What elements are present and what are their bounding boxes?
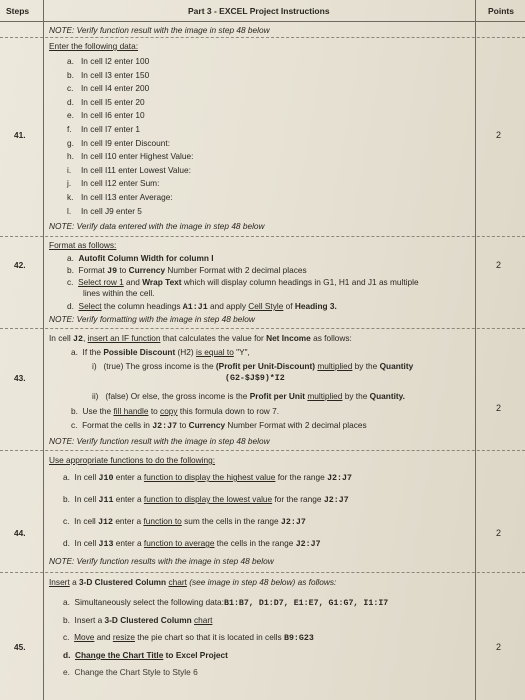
item-i (92, 361, 413, 371)
item-c-cont: lines within the cell. (83, 288, 155, 298)
t: (false) Or else, the gross income is the (105, 391, 250, 401)
marker: a. (67, 253, 74, 263)
t: for the range (272, 494, 324, 504)
step-points: 2 (496, 260, 502, 270)
step-points: 2 (496, 528, 502, 538)
marker: b. (71, 406, 78, 416)
item-text: In cell I12 enter Sum: (81, 178, 160, 189)
marker: b. (63, 615, 70, 625)
item-text: In cell I9 enter Discount: (81, 137, 171, 148)
t: In cell (74, 538, 99, 548)
step-note: NOTE: Verify data entered with the image in step 48 below (49, 221, 265, 231)
formula: (G2-$J$9)*I2 (225, 374, 285, 383)
marker: e. (63, 667, 70, 677)
t: to (163, 650, 176, 660)
t: Select row 1 (78, 277, 124, 287)
t: Use the (82, 406, 114, 416)
item-c (71, 420, 367, 432)
item-text: In cell I5 enter 20 (81, 96, 145, 107)
t: (Profit per Unit-Discount) (215, 361, 315, 371)
data-entry-item (67, 56, 149, 66)
marker: i) (92, 361, 97, 371)
t: enter a (113, 516, 144, 526)
t: and apply (207, 301, 249, 311)
t: function to average (143, 538, 215, 548)
step-points: 2 (496, 130, 502, 140)
item-d (63, 650, 228, 660)
item-d (67, 301, 337, 313)
cell-ref: J11 (98, 496, 114, 505)
range-refs: B1:B7, D1:D7, E1:E7, G1:G7, I1:I7 (223, 599, 389, 608)
t: Quantity (379, 361, 414, 371)
row-divider (0, 450, 525, 451)
format-name: Currency (128, 265, 166, 275)
t: If the (82, 347, 104, 357)
t: In cell (49, 333, 73, 343)
table-header (0, 0, 525, 22)
t: (true) The gross income is the (103, 361, 216, 371)
step-points: 2 (496, 642, 502, 652)
marker: c. (63, 632, 70, 642)
item-d (63, 538, 321, 550)
marker: d. (63, 538, 70, 548)
marker: c. (67, 83, 74, 94)
step-number: 42. (14, 260, 26, 270)
marker: c. (67, 277, 74, 287)
marker: d. (63, 650, 71, 660)
t: copy (160, 406, 178, 416)
cell-ref: J10 (98, 474, 114, 483)
item-text: In cell I4 enter 200 (81, 83, 150, 94)
t: Net Income (266, 333, 311, 343)
item-text: In cell J9 enter 5 (81, 205, 142, 216)
t: that calculates the value for (160, 333, 267, 343)
step-note: NOTE: Verify function result with the image in step 48 below (49, 436, 270, 446)
marker: a. (63, 597, 70, 607)
item-text: In cell I3 enter 150 (81, 69, 150, 80)
range-ref: J2:J7 (327, 474, 352, 483)
t: function to (143, 516, 182, 526)
t: (see image in step 48 below) as follows: (186, 577, 337, 587)
t: and (123, 277, 143, 287)
marker: c. (63, 516, 70, 526)
marker: a. (71, 347, 78, 357)
row-divider (0, 236, 525, 237)
range-ref: J2:J7 (295, 540, 321, 549)
t: by the (342, 391, 370, 401)
t: function to display the highest value (143, 472, 276, 482)
t: Excel Project (175, 650, 228, 660)
cell-ref: J2 (72, 335, 83, 344)
note-top: NOTE: Verify function result with the image in step 48 below (49, 25, 270, 35)
data-entry-item (67, 138, 170, 148)
intro-text: Use appropriate functions to do the following: (49, 455, 216, 465)
row-divider (0, 37, 525, 38)
t: by the (352, 361, 380, 371)
marker: b. (67, 265, 74, 275)
step-intro (49, 455, 215, 465)
range-ref: A1:J1 (182, 303, 208, 312)
step-number: 44. (14, 528, 26, 538)
item-a (63, 597, 388, 609)
item-text: In cell I2 enter 100 (81, 56, 150, 66)
cell-ref: J9 (107, 267, 118, 276)
t: "Y", (233, 347, 250, 357)
marker: g. (67, 137, 74, 148)
marker: e. (67, 110, 74, 121)
t: Change the Chart Title (75, 650, 164, 660)
range-ref: B9:G23 (283, 634, 314, 643)
item-text: In cell I10 enter Highest Value: (81, 151, 194, 162)
data-entry-item (67, 83, 149, 93)
t: multiplied (307, 391, 343, 401)
t: enter a (113, 538, 144, 548)
t: In cell (74, 516, 99, 526)
marker: c. (71, 420, 78, 430)
step-number: 43. (14, 373, 26, 383)
marker: j. (67, 178, 72, 189)
t: Select (78, 301, 102, 311)
feature-name: Wrap Text (142, 277, 182, 287)
marker: b. (63, 494, 70, 504)
step-intro (49, 333, 352, 345)
row-divider (0, 328, 525, 329)
t: for the range (275, 472, 328, 482)
t: to (148, 406, 161, 416)
t: Number Format with 2 decimal places (165, 265, 307, 275)
marker: f. (67, 124, 72, 134)
t: Format the cells in (82, 420, 153, 430)
item-e (63, 667, 198, 677)
item-b (71, 406, 279, 416)
item-ii (92, 391, 405, 401)
t: as follows: (310, 333, 352, 343)
item-c (67, 277, 419, 287)
t: the column headings (101, 301, 183, 311)
points-column-divider (475, 0, 476, 700)
item-a (63, 472, 352, 484)
t: the cells in the range (214, 538, 296, 548)
t: a (69, 577, 79, 587)
data-entry-item (67, 192, 173, 202)
item-b (63, 494, 349, 506)
item-c (63, 632, 314, 644)
t: insert an IF function (87, 333, 161, 343)
data-entry-item (67, 70, 149, 80)
marker: k. (67, 192, 74, 202)
item-a (67, 253, 214, 263)
data-entry-item (67, 110, 145, 120)
step-intro (49, 240, 116, 250)
t: Move (74, 632, 95, 642)
t: is equal to (195, 347, 234, 357)
t: Change the Chart Style to Style 6 (74, 667, 198, 677)
data-entry-item (67, 206, 142, 216)
range-ref: J2:J7 (280, 518, 306, 527)
t: Insert (49, 577, 70, 587)
marker: b. (67, 69, 74, 80)
t: this formula down to row 7. (177, 406, 280, 416)
t: , (82, 333, 88, 343)
t: Quantity. (369, 391, 405, 401)
t: Cell Style (248, 301, 284, 311)
item-text: In cell I13 enter Average: (81, 192, 173, 202)
t: In cell (74, 472, 99, 482)
marker: a. (63, 472, 70, 482)
data-entry-item (67, 165, 191, 175)
step-note: NOTE: Verify formatting with the image in step 48 below (49, 314, 255, 324)
t: 3-D Clustered Column (79, 577, 167, 587)
item-text: In cell I7 enter 1 (81, 124, 141, 134)
t: Profit per Unit (249, 391, 306, 401)
item-b (63, 615, 212, 625)
t: Currency (188, 420, 226, 430)
step-intro (49, 577, 336, 587)
marker: i. (67, 164, 72, 175)
marker: d. (67, 301, 74, 311)
t: 3-D Clustered Column (104, 615, 192, 625)
t: chart (168, 577, 187, 587)
t: (H2) (175, 347, 196, 357)
marker: a. (67, 56, 74, 66)
t: Simultaneously select the following data: (74, 597, 224, 607)
step-note: NOTE: Verify function results with the image in step 48 below (49, 556, 274, 566)
t: multiplied (317, 361, 353, 371)
data-entry-item (67, 178, 159, 188)
points-header: Points (488, 6, 514, 16)
marker: d. (67, 96, 74, 107)
t: of (283, 301, 295, 311)
range-ref: J2:J7 (323, 496, 349, 505)
t: sum the cells in the range (181, 516, 281, 526)
intro-text: Enter the following data: (49, 41, 139, 51)
t: which will display column headings in G1, H1 and J1 as multiple (181, 277, 419, 287)
range-ref: J2:J7 (152, 422, 178, 431)
steps-column-divider (43, 0, 44, 700)
marker: l. (67, 205, 72, 216)
step-points: 2 (496, 403, 502, 413)
t: the pie chart so that it is located in cells (135, 632, 284, 642)
t: chart (193, 615, 213, 625)
t: to (177, 420, 189, 430)
t: fill handle (113, 406, 149, 416)
t: Format (78, 265, 108, 275)
t: Number Format with 2 decimal places (225, 420, 367, 430)
item-c (63, 516, 306, 528)
data-entry-item (67, 97, 145, 107)
item-text: In cell I11 enter Lowest Value: (81, 164, 191, 175)
step-number: 45. (14, 642, 26, 652)
page-title: Part 3 - EXCEL Project Instructions (188, 6, 330, 16)
marker: ii) (92, 391, 99, 401)
item-a (71, 347, 250, 357)
cell-ref: J12 (98, 518, 114, 527)
step-number: 41. (14, 130, 26, 140)
intro-text: Format as follows: (49, 240, 117, 250)
item-text: In cell I6 enter 10 (81, 110, 145, 121)
row-divider (0, 572, 525, 573)
steps-header: Steps (6, 6, 30, 16)
t: enter a (113, 494, 144, 504)
data-entry-item (67, 151, 193, 161)
marker: h. (67, 151, 74, 162)
step-intro (49, 41, 138, 51)
style-name: Heading 3. (294, 301, 337, 311)
item-b (67, 265, 307, 277)
t: Insert a (74, 615, 105, 625)
t: function to display the lowest value (143, 494, 273, 504)
t: enter a (113, 472, 144, 482)
data-entry-item (67, 124, 140, 134)
item-text: Autofit Column Width for column I (78, 253, 214, 263)
t: Possible Discount (103, 347, 176, 357)
t: resize (112, 632, 135, 642)
t: In cell (74, 494, 99, 504)
t: to (117, 265, 129, 275)
cell-ref: J13 (98, 540, 114, 549)
t: and (94, 632, 113, 642)
